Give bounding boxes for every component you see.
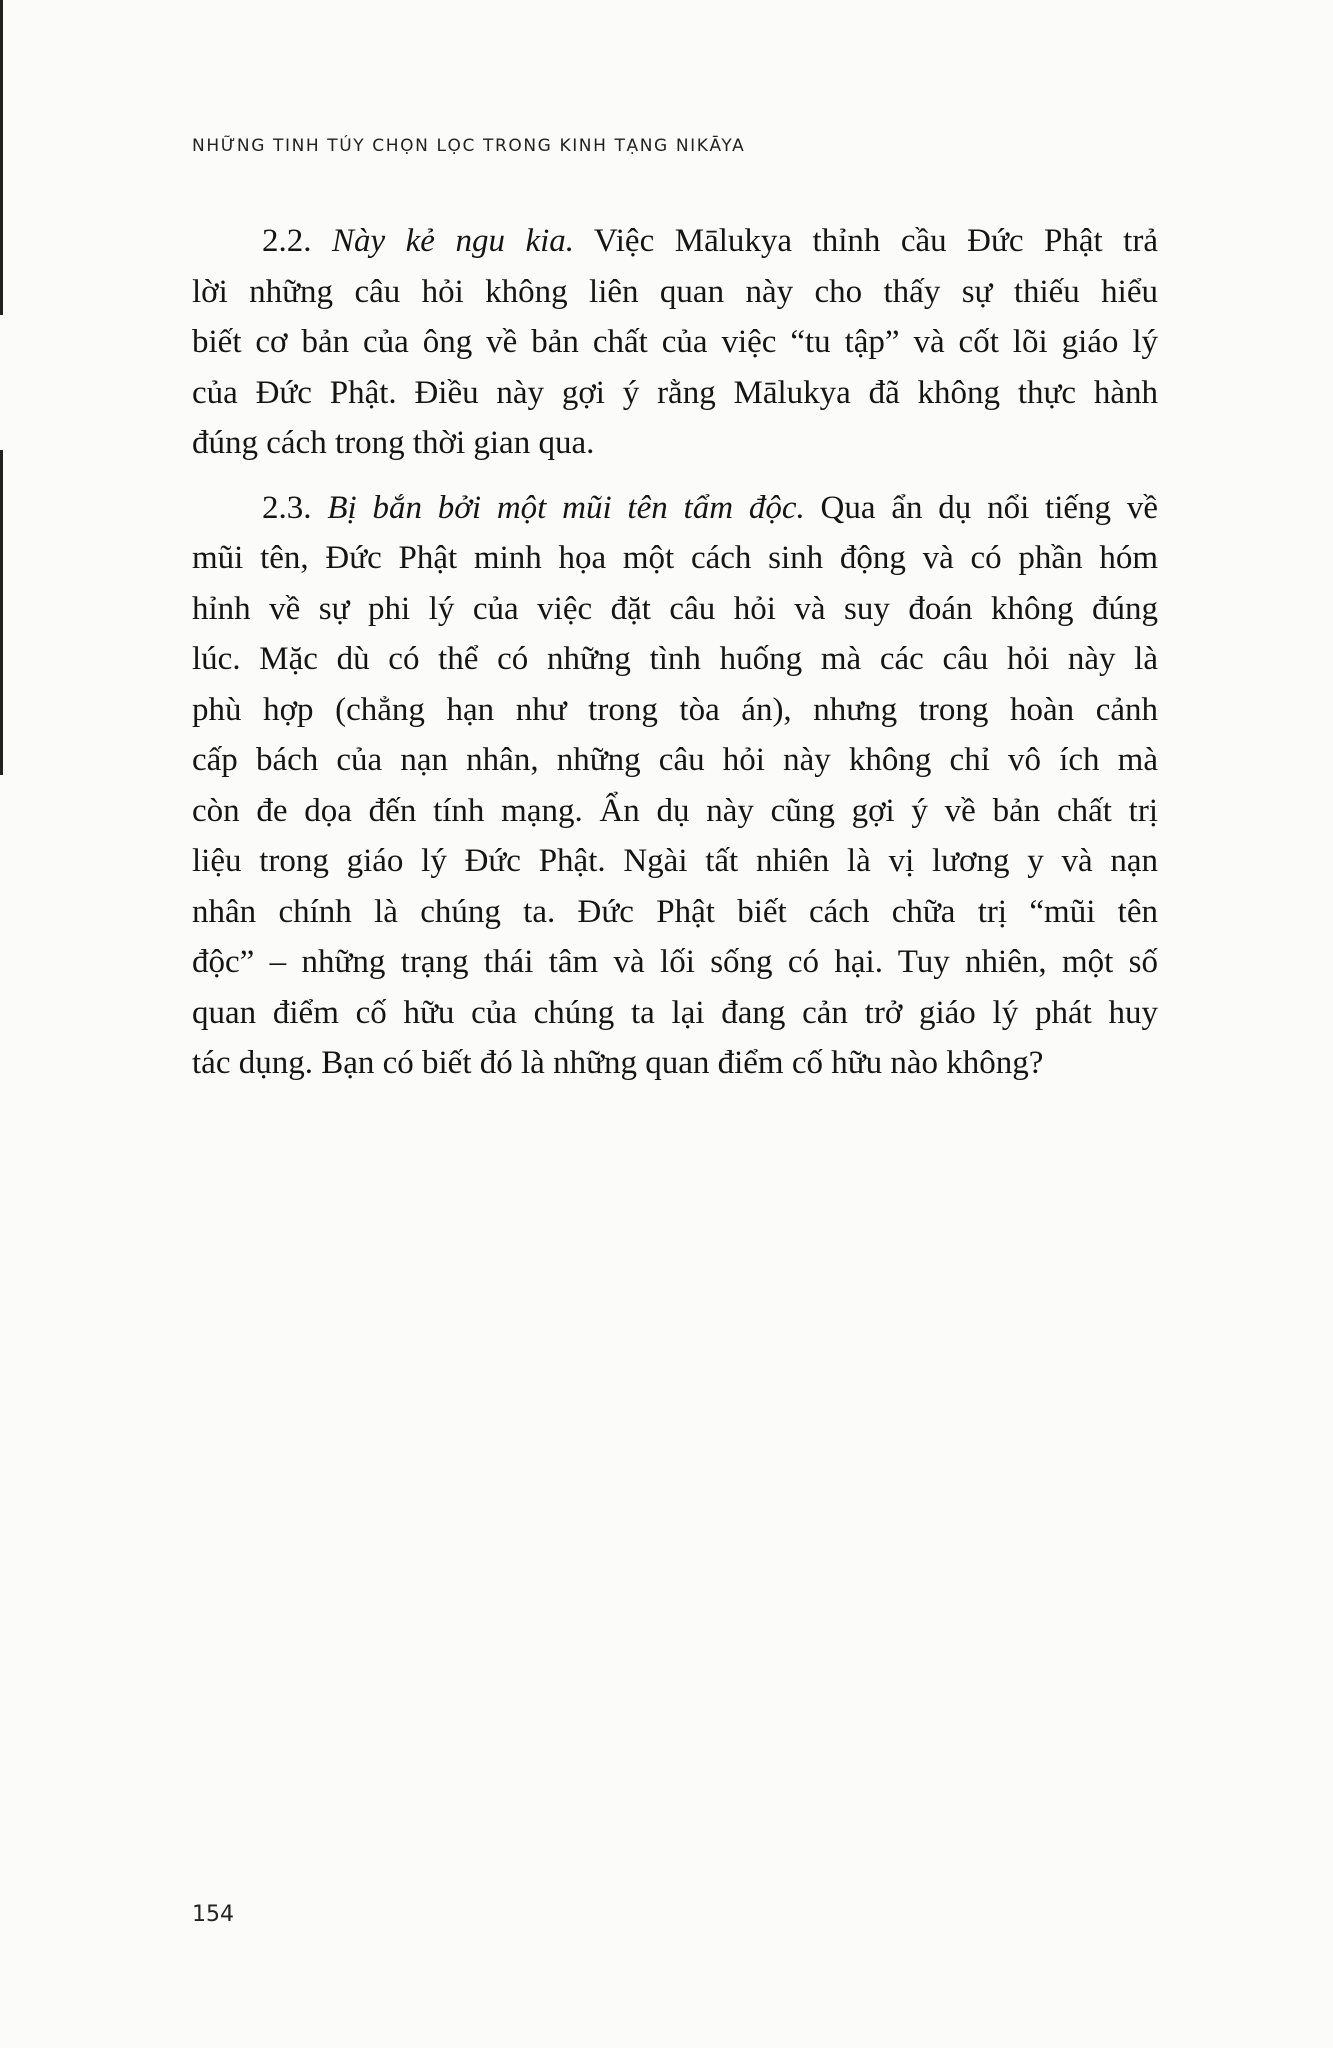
text-line <box>192 937 1158 988</box>
text-line <box>192 634 1158 685</box>
text-segment: Việc Mālukya thỉnh cầu Đức Phật trả <box>574 223 1158 259</box>
text-line <box>192 735 1158 786</box>
running-header: NHỮNG TINH TÚY CHỌN LỌC TRONG KINH TẠNG NIKĀYA <box>192 136 746 156</box>
text-segment: biết cơ bản của ông về bản chất của việc “tu tập” và cốt lõi giáo lý <box>192 324 1158 360</box>
text-segment: còn đe dọa đến tính mạng. Ẩn dụ này cũng gợi ý về bản chất trị <box>192 792 1158 829</box>
text-line <box>192 317 1158 368</box>
italic-heading: Này kẻ ngu kia. <box>332 223 575 259</box>
text-segment: quan điểm cố hữu của chúng ta lại đang cản trở giáo lý phát huy <box>192 994 1158 1031</box>
text-segment: cấp bách của nạn nhân, những câu hỏi này không chỉ vô ích mà <box>192 742 1158 778</box>
paragraph <box>192 216 1158 469</box>
text-line <box>192 267 1158 318</box>
scan-edge-middle <box>0 450 3 775</box>
text-line <box>192 685 1158 736</box>
text-line <box>192 887 1158 938</box>
page-number: 154 <box>192 1902 234 1927</box>
text-line <box>192 418 1158 469</box>
text-line <box>192 216 1158 267</box>
text-line <box>192 786 1158 837</box>
text-segment: 2.2. <box>262 223 332 259</box>
text-segment: của Đức Phật. Điều này gợi ý rằng Mālukya đã không thực hành <box>192 374 1158 411</box>
paragraph <box>192 483 1158 1089</box>
text-segment: liệu trong giáo lý Đức Phật. Ngài tất nhiên là vị lương y và nạn <box>192 843 1158 879</box>
text-line <box>192 483 1158 534</box>
text-line <box>192 533 1158 584</box>
text-segment: hỉnh về sự phi lý của việc đặt câu hỏi và suy đoán không đúng <box>192 590 1158 627</box>
text-segment: nhân chính là chúng ta. Đức Phật biết cách chữa trị “mũi tên <box>192 893 1158 930</box>
text-line <box>192 584 1158 635</box>
text-segment: độc” – những trạng thái tâm và lối sống có hại. Tuy nhiên, một số <box>192 944 1158 980</box>
text-segment: đúng cách trong thời gian qua. <box>192 425 595 461</box>
text-line <box>192 368 1158 419</box>
italic-heading: Bị bắn bởi một mũi tên tẩm độc. <box>327 489 805 526</box>
text-line <box>192 1038 1158 1089</box>
body-text <box>192 216 1158 1089</box>
text-segment: lúc. Mặc dù có thể có những tình huống mà các câu hỏi này là <box>192 641 1158 677</box>
text-segment: mũi tên, Đức Phật minh họa một cách sinh động và có phần hóm <box>192 540 1158 576</box>
text-line <box>192 988 1158 1039</box>
text-line <box>192 836 1158 887</box>
text-segment: Qua ẩn dụ nổi tiếng về <box>804 489 1158 526</box>
text-segment: lời những câu hỏi không liên quan này cho thấy sự thiếu hiểu <box>192 273 1158 310</box>
text-segment: tác dụng. Bạn có biết đó là những quan điểm cố hữu nào không? <box>192 1045 1044 1081</box>
scan-edge-top <box>0 0 3 315</box>
text-segment: 2.3. <box>262 489 328 526</box>
text-segment: phù hợp (chẳng hạn như trong tòa án), nhưng trong hoàn cảnh <box>192 691 1158 728</box>
